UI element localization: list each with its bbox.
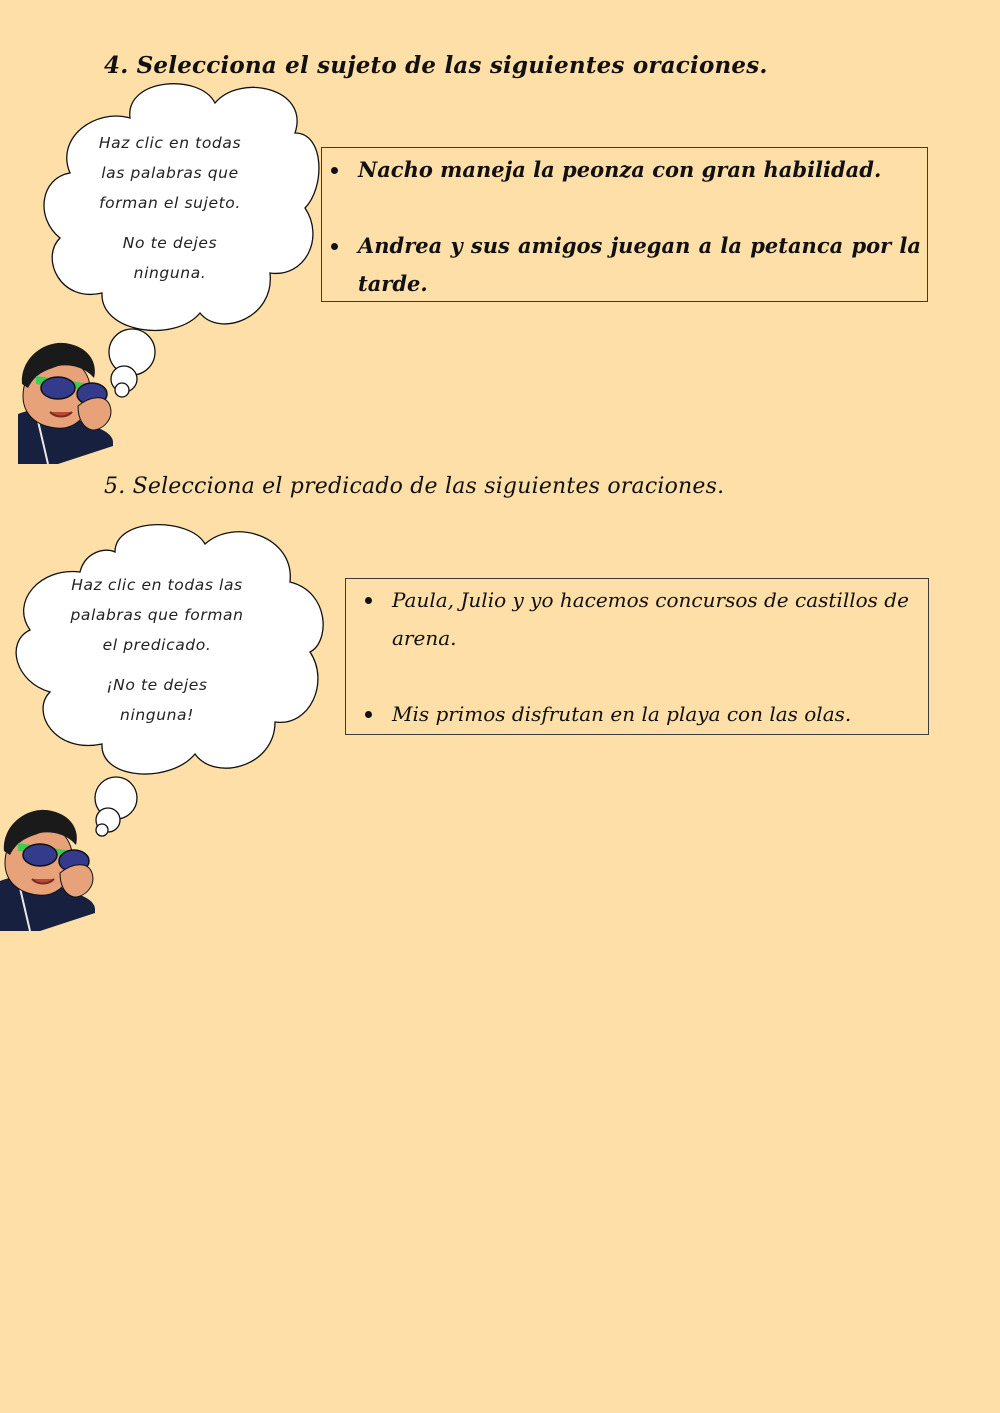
sentence-item[interactable]: Mis primos disfrutan en la playa con las olas.	[356, 695, 922, 733]
sentence-item[interactable]: Nacho maneja la peonza con gran habilidad.	[322, 151, 921, 189]
sentence-item[interactable]: Andrea y sus amigos juegan a la petanca por la tarde.	[322, 227, 921, 303]
sentence-item[interactable]: Paula, Julio y yo hacemos concursos de castillos de arena.	[356, 581, 922, 657]
sentences-box-sujeto	[321, 147, 928, 302]
bubble-reminder: ¡No te dejes ninguna!	[106, 676, 208, 724]
sentence-list	[356, 581, 922, 733]
bubble-text	[85, 128, 255, 288]
exercise-4-heading: 4. Selecciona el sujeto de las siguientes oraciones.	[104, 52, 768, 79]
exercise-5-heading: 5. Selecciona el predicado de las siguientes oraciones.	[104, 474, 725, 499]
thought-bubble-predicado	[10, 522, 330, 840]
bubble-instruction: Haz clic en todas las palabras que forman el predicado.	[70, 576, 244, 654]
avatar-character-1	[18, 336, 114, 464]
bubble-instruction: Haz clic en todas las palabras que forman el sujeto.	[98, 134, 242, 212]
sentences-box-predicado	[345, 578, 929, 735]
sentence-list	[322, 151, 921, 303]
bubble-reminder: No te dejes ninguna.	[122, 234, 218, 282]
bubble-text	[62, 570, 252, 730]
avatar-illustration	[0, 803, 96, 931]
avatar-character-2	[0, 803, 96, 931]
avatar-illustration	[18, 336, 114, 464]
